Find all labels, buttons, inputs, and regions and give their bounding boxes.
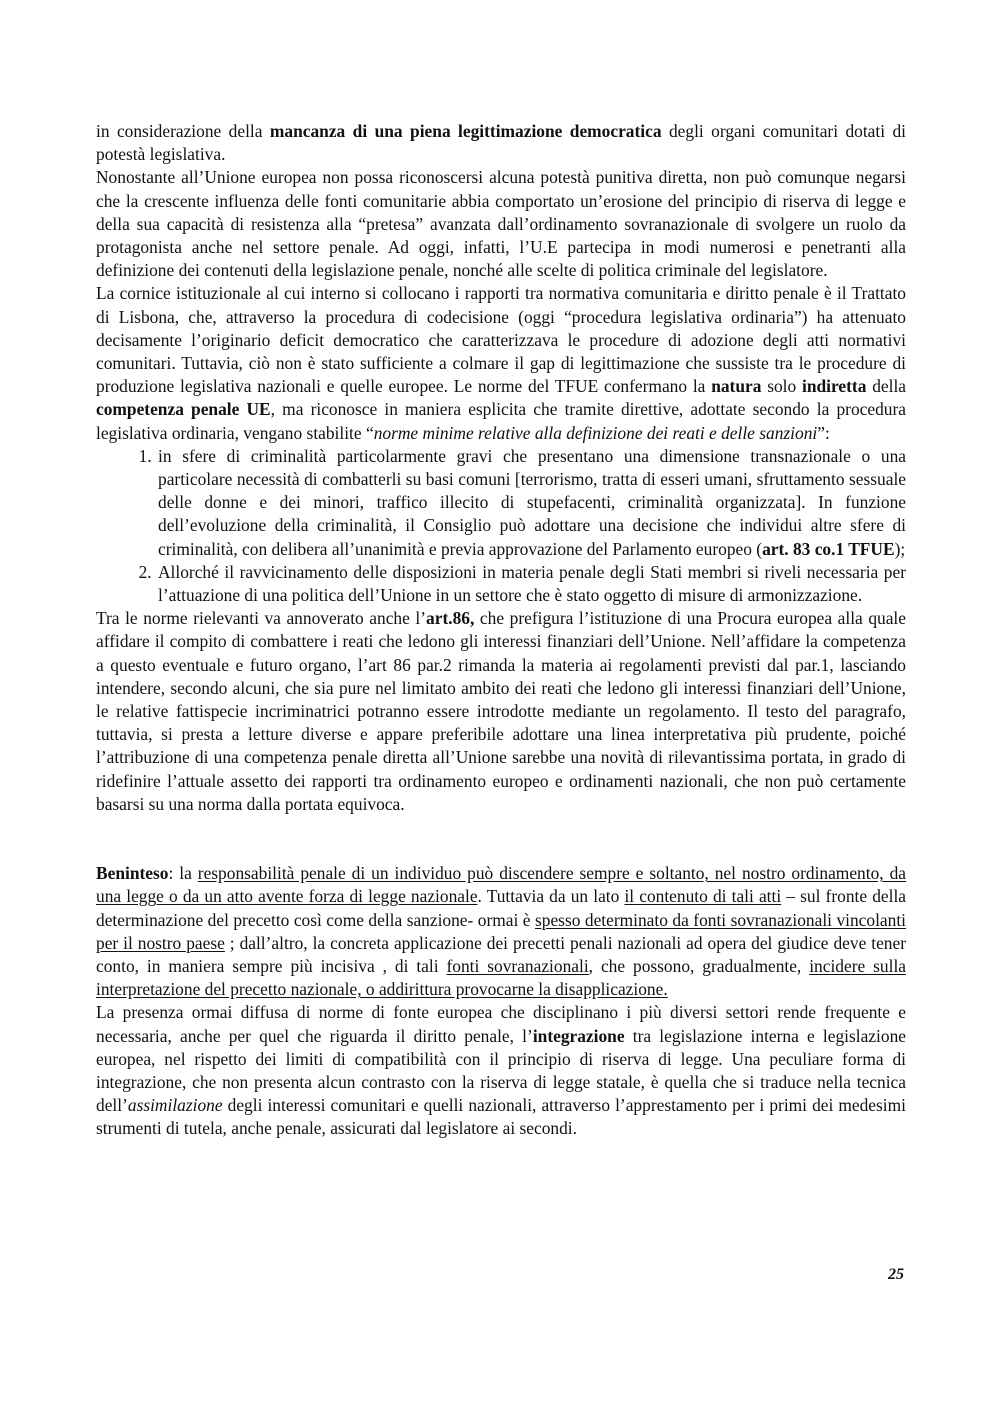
text: – sul fronte della determinazione del precetto così come della sanzione- ormai è <box>96 886 906 930</box>
underlined-text: incidere sulla interpretazione del precetto nazionale, o addirittura provocarne la disapplicazione. <box>96 955 906 1000</box>
document-body <box>96 120 906 1141</box>
bold-text: art.86, <box>426 608 475 629</box>
text: degli organi comunitari dotati di potestà legislativa. <box>96 121 907 165</box>
numbered-list <box>96 445 906 607</box>
list-item <box>156 445 906 561</box>
text: ; dall’altro, la concreta applicazione dei precetti penali nazionali ad opera del giudice deve tener conto, in maniera sempre più incisiva , di tali <box>96 932 906 976</box>
paragraph-beninteso <box>96 862 906 1001</box>
list-item <box>156 561 906 607</box>
text: La cornice istituzionale al cui interno si collocano i rapporti tra normativa comunitaria e diritto penale è il Trattato di Lisbona, che, attraverso la procedura di codecisione (oggi “procedura legislativa ordinaria”) ha attenuato decisamente l’originario deficit democratico che caratterizzava le procedure di adozione degli atti normativi comunitari. Tuttavia, ciò non è stato sufficiente a colmare il gap di legittimazione che sussiste tra le procedure di produzione legislativa nazionali e quelle europee. Le norme del TFUE confermano la <box>96 283 906 397</box>
text: degli interessi comunitari e quelli nazionali, attraverso l’apprestamento per i primi dei medesimi strumenti di tutela, anche penale, assicurati dal legislatore ai secondi. <box>96 1095 906 1139</box>
italic-text: norme minime relative alla definizione dei reati e delle sanzioni <box>373 422 818 443</box>
bold-text: mancanza di una piena legittimazione democratica <box>269 121 662 141</box>
text: Tra le norme rielevanti va annoverato anche l’ <box>96 608 427 629</box>
text: ”: <box>817 422 830 443</box>
text: in sfere di criminalità particolarmente gravi che presentano una dimensione transnazionale o una particolare necessità di combatterli su basi comuni [terrorismo, tratta di esseri umani, sfruttamento sessuale delle donne e dei minori, traffico illecito di stupefacenti, criminalità organizzata]. In funzione dell’evoluzione della criminalità, il Consiglio può adottare una decisione che individui altre sfere di criminalità, con delibera all’unanimità e previa approvazione del Parlamento europeo ( <box>158 445 906 559</box>
text: , ma riconosce in maniera esplicita che tramite direttive, adottate secondo la procedura legislativa ordinaria, vengano stabilite “ <box>96 399 906 443</box>
paragraph-lisbon-treaty <box>96 282 906 444</box>
text: solo <box>761 376 802 397</box>
text: in considerazione della <box>96 121 270 141</box>
paragraph-art-86 <box>96 607 906 816</box>
text: , che possono, gradualmente, <box>588 955 810 976</box>
bold-text: art. 83 co.1 TFUE <box>762 538 895 559</box>
text: Nonostante all’Unione europea non possa riconoscersi alcuna potestà punitiva diretta, non può comunque negarsi che la crescente influenza delle fonti comunitarie abbia comportato un’erosione del principio di riserva di legge e della sua capacità di resistenza alla “pretesa” avanzata dall’ordinamento sovranazionale di svolgere un ruolo da protagonista anche nel settore penale. Ad oggi, infatti, l’U.E partecipa in modi numerosi e penetranti alla definizione dei contenuti della legislazione penale, nonché alle scelte di politica criminale del legislatore. <box>96 167 906 281</box>
text: che prefigura l’istituzione di una Procura europea alla quale affidare il compito di combattere i reati che ledono gli interessi finanziari dell’Unione. Nell’affidare la competenza a questo eventuale e futuro organo, l’art 86 par.2 rimanda la materia ai regolamenti previsti dal par.1, lasciando intendere, secondo alcuni, che sia pure nel limitato ambito dei reati che ledono gli interessi finanziari dell’Unione, le relative fattispecie incriminatrici potranno essere introdotte mediante un regolamento. Il testo del paragrafo, tuttavia, si presta a letture diverse e appare preferibile adottare una linea interpretativa più prudente, poiché l’attribuzione di una competenza penale diretta all’Unione sarebbe una novità di rilevantissima portata, in grado di ridefinire l’attuale assetto dei rapporti tra ordinamento europeo e ordinamenti nazionali, che non può certamente basarsi su una norma dalla portata equivoca. <box>96 608 906 814</box>
bold-text: competenza penale UE <box>96 399 271 420</box>
text: Allorché il ravvicinamento delle disposizioni in materia penale degli Stati membri si riveli necessaria per l’attuazione di una politica dell’Unione in un settore che è stato oggetto di misure di armonizzazione. <box>158 561 906 606</box>
underlined-text: responsabilità penale di un individuo può discendere sempre e soltanto, nel nostro ordinamento, da una legge o da un atto avente forza di legge nazionale <box>96 863 907 907</box>
text: : la <box>168 863 198 884</box>
bold-text: natura <box>711 376 762 397</box>
text: La presenza ormai diffusa di norme di fonte europea che disciplinano i più diversi settori rende frequente e necessaria, anche per quel che riguarda il diritto penale, l’ <box>96 1002 906 1046</box>
italic-text: assimilazione <box>127 1095 223 1116</box>
underlined-text: fonti sovranazionali <box>446 955 589 976</box>
paragraph-legitimacy <box>96 120 906 166</box>
bold-text: integrazione <box>532 1025 625 1046</box>
paragraph-integration <box>96 1001 906 1140</box>
paragraph-eu-influence <box>96 166 906 282</box>
bold-text: indiretta <box>802 376 867 397</box>
text: ); <box>894 538 906 559</box>
underlined-text: spesso determinato da fonti sovranazionali vincolanti per il nostro paese <box>96 909 906 953</box>
bold-text: Beninteso <box>96 863 169 884</box>
text: . Tuttavia da un lato <box>477 886 625 907</box>
text: tra legislazione interna e legislazione europea, nel rispetto dei limiti di compatibilità con il principio di riserva di legge. Una peculiare forma di integrazione, che non presenta alcun contrasto con la riserva di legge statale, è quella che si traduce nella tecnica dell’ <box>96 1025 906 1116</box>
paragraph-spacer <box>96 816 906 862</box>
underlined-text: il contenuto di tali atti <box>624 886 782 907</box>
page-number: 25 <box>888 1266 904 1283</box>
text: della <box>866 376 906 397</box>
